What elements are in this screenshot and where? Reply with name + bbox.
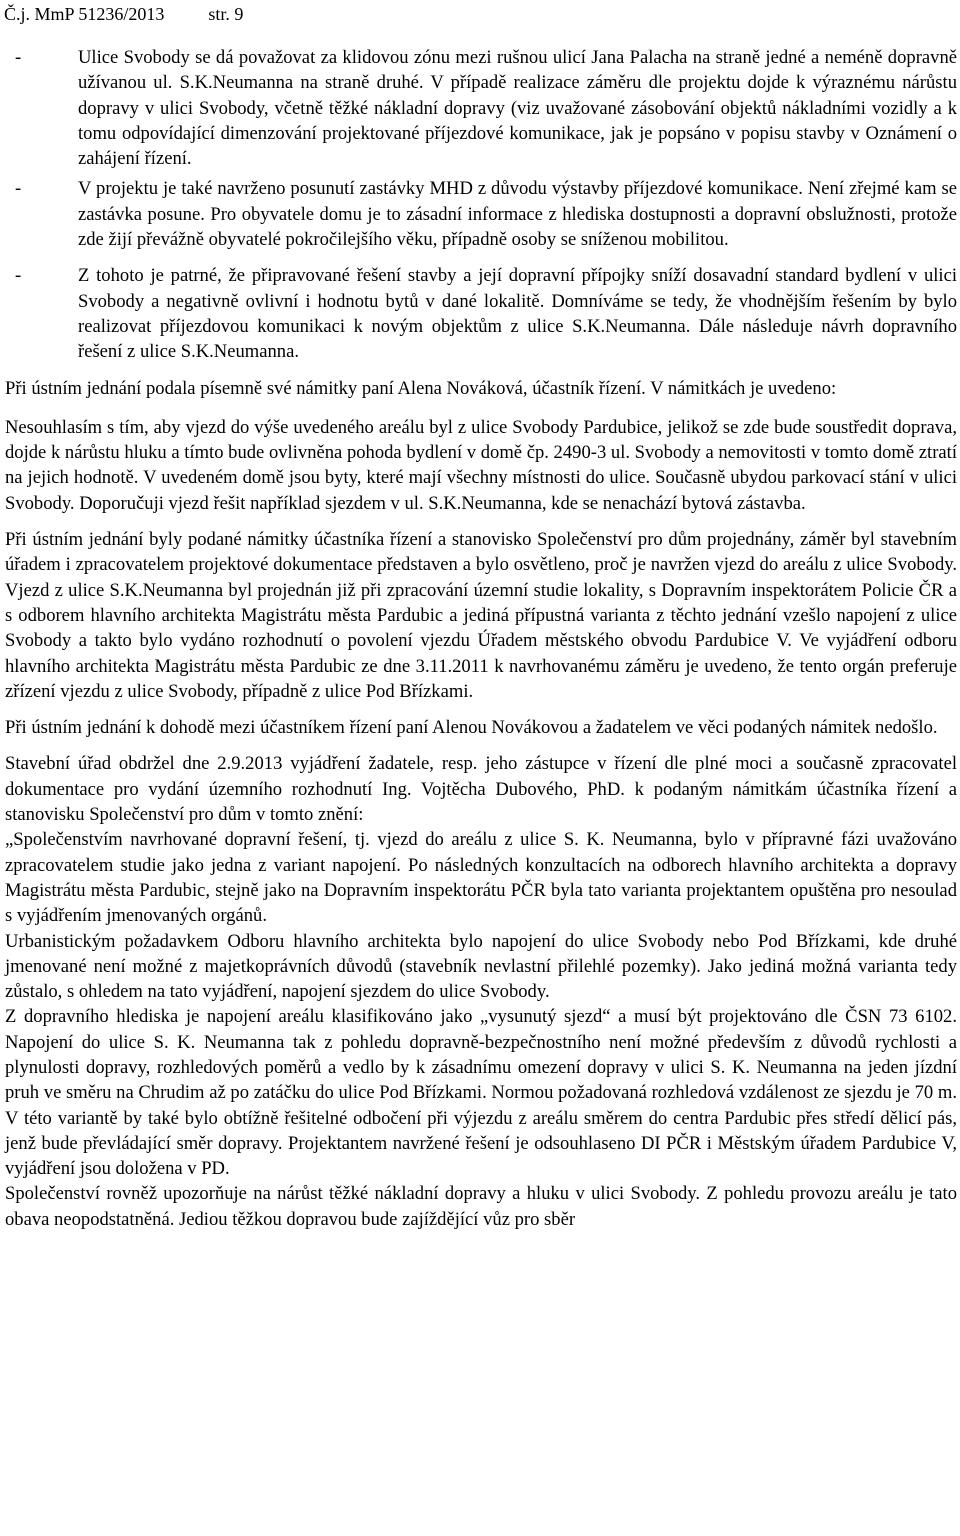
paragraph: Společenství rovněž upozorňuje na nárůst těžké nákladní dopravy a hluku v ulici Svobody. Z pohledu provozu areálu je tato obava neopodstatněná. Jediou těžkou dopravou bude zajíždějící vůz pro sběr bbox=[5, 1183, 957, 1230]
paragraph: Při ústním jednání k dohodě mezi účastníkem řízení paní Alenou Novákovou a žadatelem ve věci podaných námitek nedošlo. bbox=[5, 717, 938, 739]
page-header bbox=[4, 2, 954, 26]
bullet-dash: - bbox=[15, 47, 22, 68]
bullet-dash: - bbox=[15, 178, 22, 200]
paragraph: Urbanistickým požadavkem Odboru hlavního architekta bylo napojení do ulice Svobody nebo Pod Břízkami, kde druhé jmenované není možné z majetkoprávních důvodů (stavebník nevlastní přilehlé pozemky). Jako jediná možná varianta tedy zůstalo, s ohledem na tato vyjádření, napojení sjezdem do ulice Svobody. bbox=[5, 930, 957, 1003]
reference-number: Č.j. MmP 51236/2013 bbox=[4, 4, 165, 24]
paragraph: Při ústním jednání byly podané námitky účastníka řízení a stanovisko Společenství pro dům projednány, záměr byl stavebním úřadem i zpracovatelem projektové dokumentace představen a bylo osvětleno, proč je navržen vjezd do areálu z ulice Svobody. Vjezd z ulice S.K.Neumanna byl projednán již při zpracování územní studie lokality, s Dopravním inspektorátem Policie ČR a s odborem hlavního architekta Magistrátu města Pardubic a jediná přípustná varianta z těchto jednání vzešlo napojení z ulice Svobody a takto bylo vydáno rozhodnutí o povolení vjezdu Úřadem městského obvodu Pardubice V. Ve vyjádření odboru hlavního architekta Magistrátu města Pardubic ze dne 3.11.2011 k navrhovanému záměru je uvedeno, že tento orgán preferuje zřízení vjezdu z ulice Svobody, případně z ulice Pod Břízkami. bbox=[5, 529, 957, 702]
bullet-text: Z tohoto je patrné, že připravované řešení stavby a její dopravní přípojky sníží dosavadní standard bydlení v ulici Svobody a negativně ovlivní i hodnotu bytů v dané lokalitě. Domníváme se tedy, že vhodnějším řešením by bylo realizovat příjezdovou komunikaci k novým objektům z ulice S.K.Neumanna. Dále následuje návrh dopravního řešení z ulice S.K.Neumanna. bbox=[78, 265, 957, 363]
paragraph: „Společenstvím navrhované dopravní řešení, tj. vjezd do areálu z ulice S. K. Neumanna, bylo v přípravné fázi uvažováno zpracovatelem studie jako jedna z variant napojení. Po následných konzultacích na odborech hlavního architekta a dopravy Magistrátu města Pardubic, stejně jako na Dopravním inspektorátu PČR byla tato varianta projektantem opuštěna pro nesoulad s vyjádřením jmenovaných orgánů. bbox=[5, 829, 957, 927]
page-number: str. 9 bbox=[208, 4, 244, 24]
paragraph: Stavební úřad obdržel dne 2.9.2013 vyjádření žadatele, resp. jeho zástupce v řízení dle plné moci a současně zpracovatel dokumentace pro vydání územního rozhodnutí Ing. Vojtěcha Dubového, PhD. k podaným námitkám účastníka řízení a stanovisku Společenství pro dům v tomto znění: bbox=[5, 753, 957, 826]
paragraph: Nesouhlasím s tím, aby vjezd do výše uvedeného areálu byl z ulice Svobody Pardubice, jelikož se zde bude soustředit doprava, dojde k nárůstu hluku a tímto bude ovlivněna pohoda bydlení v domě čp. 2490-3 ul. Svobody a nemovitosti v tomto domě ztratí na jejich hodnotě. V uvedeném domě jsou byty, které mají všechny místnosti do ulice. Současně ubydou parkovací stání v ulici Svobody. Doporučuji vjezd řešit například sjezdem v ul. S.K.Neumanna, kde se nenachází bytová zástavba. bbox=[5, 416, 957, 514]
bullet-item bbox=[5, 45, 957, 171]
document-body bbox=[5, 45, 957, 1232]
bullet-text: Ulice Svobody se dá považovat za klidovou zónu mezi rušnou ulicí Jana Palacha na straně jedné a neméně dopravně užívanou ul. S.K.Neumanna na straně druhé. V případě realizace záměru dle projektu dojde k výraznému nárůstu dopravy v ulici Svobody, včetně těžké nákladní dopravy (viz uvažované zásobování objektů nákladními vozidly a k tomu odpovídající dimenzování projektované příjezdové komunikace, jak je popsáno v popisu stavby v Oznámení o zahájení řízení. bbox=[78, 47, 957, 170]
bullet-item bbox=[5, 263, 957, 364]
paragraph: Při ústním jednání podala písemně své námitky paní Alena Nováková, účastník řízení. V námitkách je uvedeno: bbox=[5, 377, 837, 399]
bullet-text: V projektu je také navrženo posunutí zastávky MHD z důvodu výstavby příjezdové komunikace. Není zřejmé kam se zastávka posune. Pro obyvatele domu je to zásadní informace z hlediska dostupnosti a dopravní obslužnosti, protože zde žijí převážně obyvatelé pokročilejšího věku, případně osoby se sníženou mobilitou. bbox=[78, 178, 957, 251]
paragraph: Z dopravního hlediska je napojení areálu klasifikováno jako „vysunutý sjezd“ a musí být projektováno dle ČSN 73 6102. Napojení do ulice S. K. Neumanna tak z pohledu dopravně-bezpečnostního není možné především z důvodů rychlosti a plynulosti dopravy, rozhledových poměrů a vedlo by k zásadnímu omezení dopravy v ulici S. K. Neumanna na jeden jízdní pruh ve směru na Chrudim až po zatáčku do ulice Pod Břízkami. Normou požadovaná rozhledová vzdálenost ze sjezdu je 70 m. V této variantě by také bylo obtížně řešitelné odbočení při výjezdu z areálu směrem do centra Pardubic přes středí dělicí pás, jenž bude převládající směr dopravy. Projektantem navržené řešení je odsouhlaseno DI PČR i Městským úřadem Pardubice V, vyjádření jsou doložena v PD. bbox=[5, 1006, 957, 1180]
bullet-dash: - bbox=[15, 265, 22, 287]
bullet-item bbox=[5, 176, 957, 252]
